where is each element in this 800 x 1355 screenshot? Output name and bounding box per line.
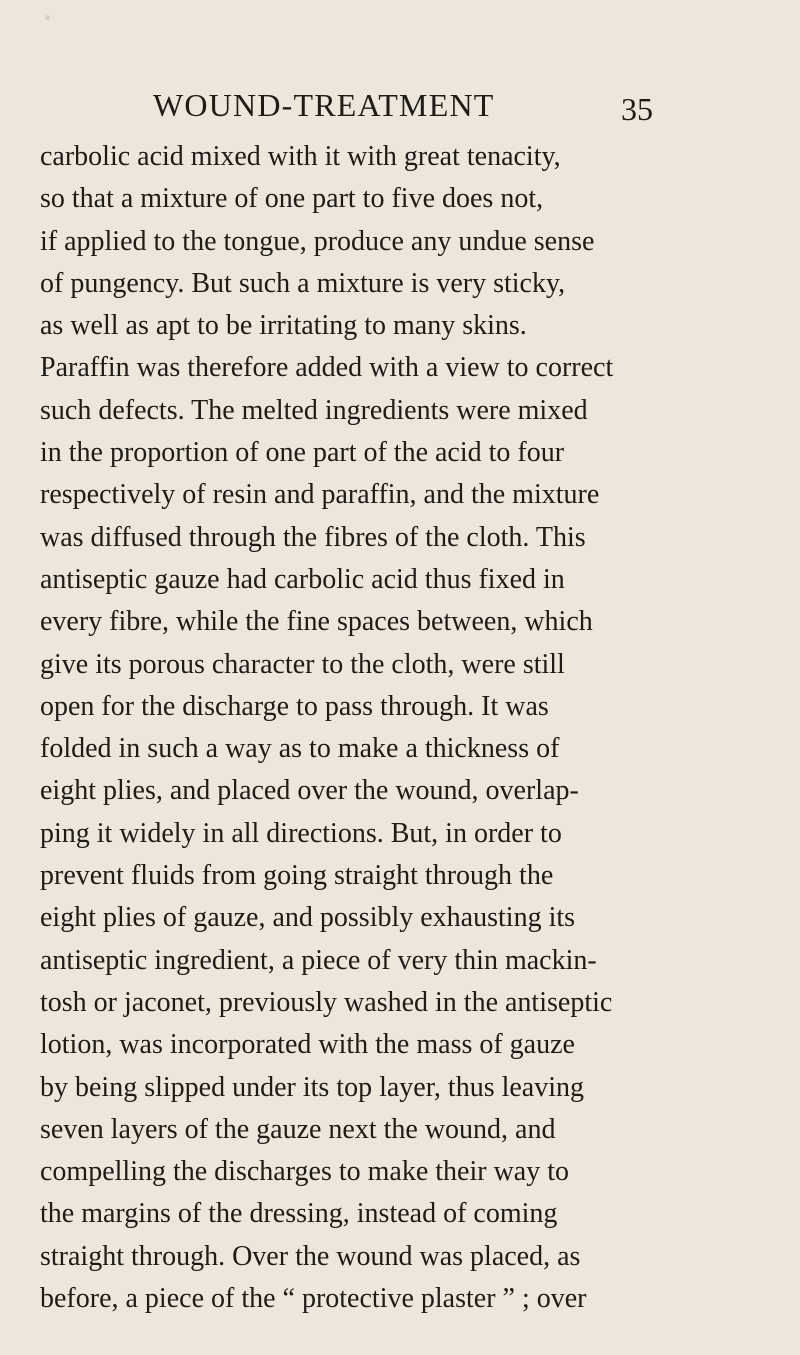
text-line: antiseptic gauze had carbolic acid thus fixed in	[40, 563, 565, 595]
text-line: as well as apt to be irritating to many skins.	[40, 310, 527, 342]
text-line: the margins of the dressing, instead of coming	[40, 1198, 558, 1230]
text-line: eight plies, and placed over the wound, overlap-	[40, 775, 579, 807]
text-line: open for the discharge to pass through. It was	[40, 690, 549, 722]
text-line: tosh or jaconet, previously washed in the antiseptic	[40, 986, 613, 1018]
text-line: if applied to the tongue, produce any undue sense	[40, 225, 595, 257]
text-line: lotion, was incorporated with the mass of gauze	[40, 1029, 575, 1061]
text-line: eight plies of gauze, and possibly exhausting its	[40, 902, 576, 934]
body-text	[40, 136, 785, 1320]
text-line: ping it widely in all directions. But, in order to	[40, 817, 562, 849]
text-line: straight through. Over the wound was placed, as	[40, 1240, 581, 1272]
text-line: by being slipped under its top layer, thus leaving	[40, 1071, 585, 1103]
text-line: before, a piece of the “ protective plaster ” ; over	[40, 1283, 587, 1315]
text-line: respectively of resin and paraffin, and the mixture	[40, 479, 600, 511]
text-line: in the proportion of one part of the acid to four	[40, 437, 565, 469]
page-header	[0, 82, 800, 128]
page-number: 35	[621, 91, 653, 127]
text-line: every fibre, while the fine spaces between, which	[40, 606, 593, 638]
text-line: was diffused through the fibres of the cloth. This	[40, 521, 586, 553]
text-line: of pungency. But such a mixture is very sticky,	[40, 267, 566, 299]
paper-blot	[45, 15, 50, 20]
text-line: carbolic acid mixed with it with great tenacity,	[40, 141, 561, 172]
text-line: give its porous character to the cloth, were still	[40, 648, 565, 680]
text-line: folded in such a way as to make a thickness of	[40, 733, 560, 765]
text-line: Paraffin was therefore added with a view to correct	[40, 352, 614, 384]
text-line: antiseptic ingredient, a piece of very thin mackin-	[40, 944, 597, 976]
text-line: such defects. The melted ingredients were mixed	[40, 394, 588, 426]
text-line: so that a mixture of one part to five does not,	[40, 183, 544, 215]
text-line: compelling the discharges to make their way to	[40, 1156, 570, 1188]
text-line: prevent fluids from going straight through the	[40, 860, 554, 892]
running-head: WOUND-TREATMENT	[153, 87, 495, 123]
text-line: seven layers of the gauze next the wound, and	[40, 1113, 556, 1145]
